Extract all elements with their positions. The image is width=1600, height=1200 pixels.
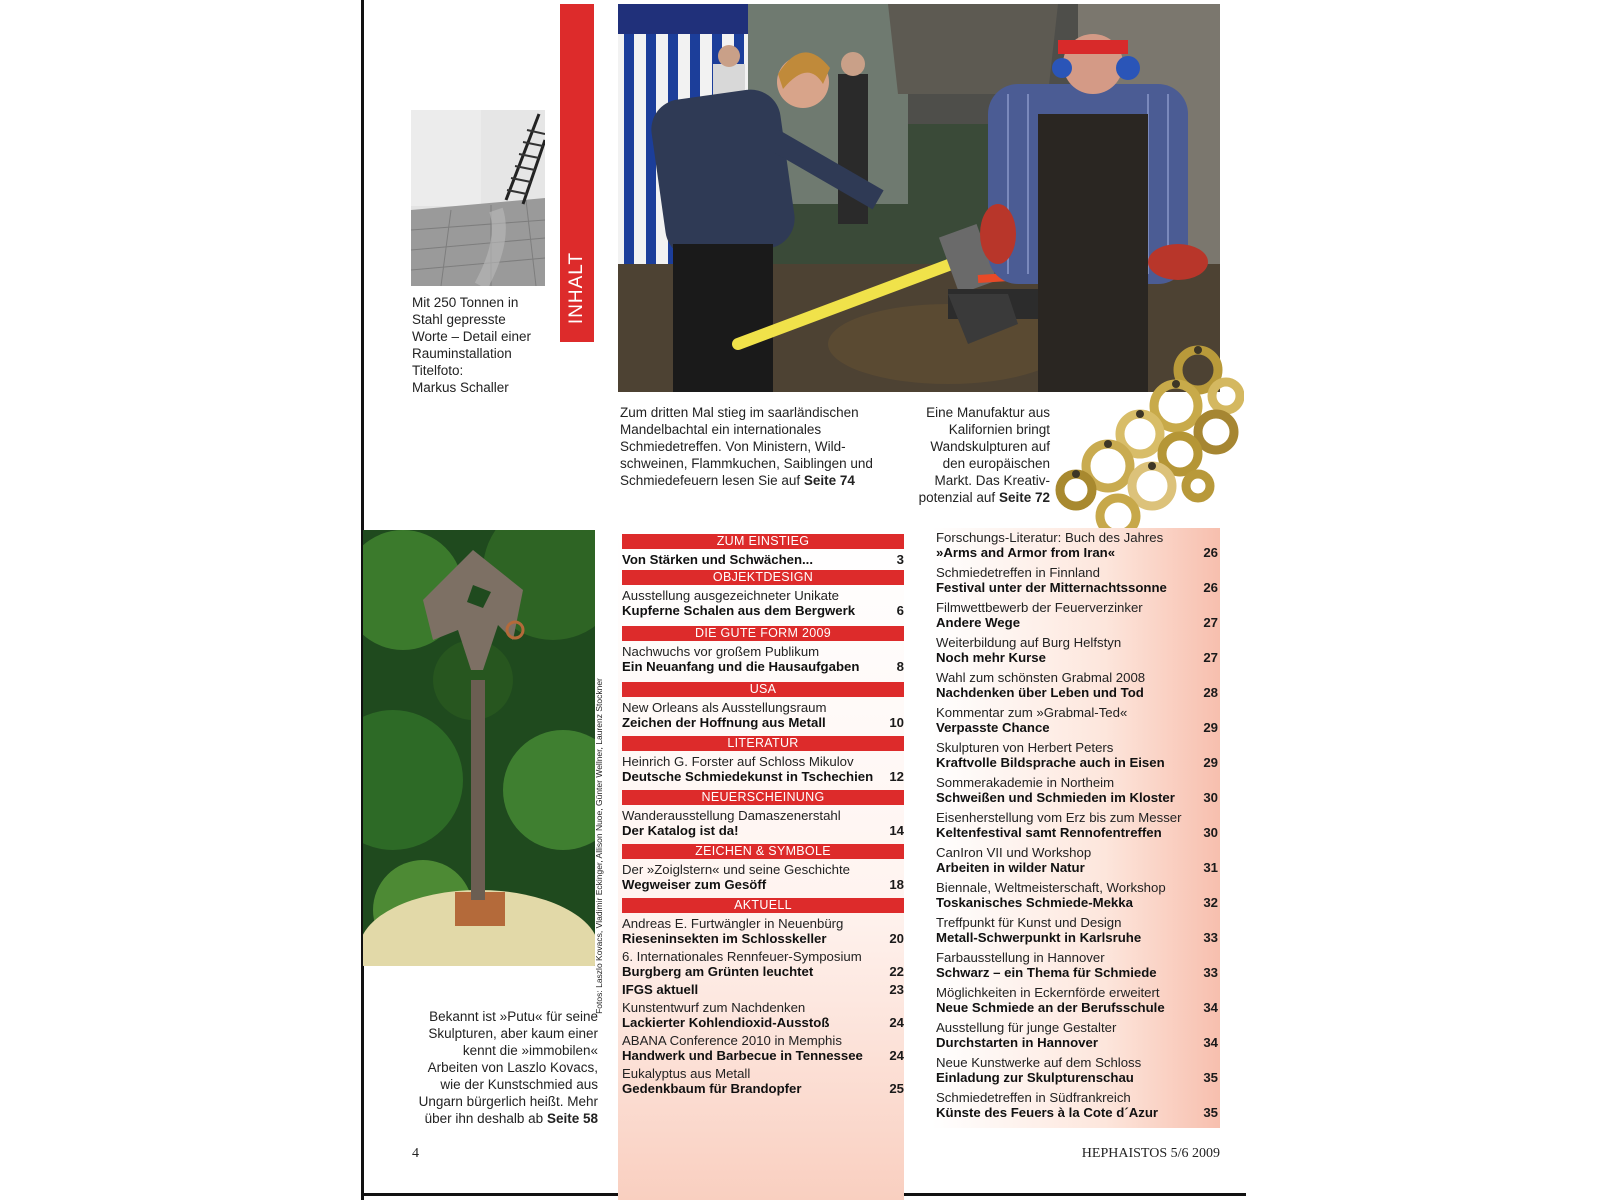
toc-entry-topic: Biennale, Weltmeisterschaft, Workshop	[936, 880, 1166, 895]
toc-entry[interactable]	[622, 1000, 904, 1030]
toc-entry[interactable]	[936, 915, 1218, 945]
toc-entry-topic: Ausstellung ausgezeichneter Unikate	[622, 588, 839, 603]
toc-entry-topic: Möglichkeiten in Eckernförde erweitert	[936, 985, 1160, 1000]
toc-entry[interactable]	[622, 982, 904, 997]
toc-entry[interactable]	[622, 644, 904, 674]
toc-entry[interactable]	[622, 1066, 904, 1096]
toc-entry[interactable]	[936, 1055, 1218, 1085]
toc-entry-page: 35	[1203, 1105, 1218, 1120]
toc-entry-topic: Weiterbildung auf Burg Helfstyn	[936, 635, 1122, 650]
toc-entry-title: Kupferne Schalen aus dem Bergwerk	[622, 603, 856, 618]
toc-entry[interactable]	[622, 808, 904, 838]
toc-entry[interactable]	[936, 1020, 1218, 1050]
toc-entry-title: Festival unter der Mitternachtssonne	[936, 580, 1167, 595]
toc-entry-topic: Wahl zum schönsten Grabmal 2008	[936, 670, 1146, 685]
toc-entry-title: Schwarz – ein Thema für Schmiede	[936, 965, 1157, 980]
toc-entry-page: 24	[889, 1048, 904, 1063]
toc-entry-topic: Schmiedetreffen in Finnland	[936, 565, 1100, 580]
toc-entry-page: 29	[1203, 755, 1218, 770]
toc-entry[interactable]	[622, 949, 904, 979]
toc-entry-page: 34	[1203, 1000, 1218, 1015]
toc-entry-topic: 6. Internationales Rennfeuer-Symposium	[622, 949, 862, 964]
toc-entry-page: 28	[1203, 685, 1218, 700]
toc-entry-title: Ein Neuanfang und die Hausaufgaben	[622, 659, 860, 674]
toc-entry-topic: Kunstentwurf zum Nachdenken	[622, 1000, 806, 1015]
toc-entry-title: Durchstarten in Hannover	[936, 1035, 1098, 1050]
toc-entry-topic: Skulpturen von Herbert Peters	[936, 740, 1114, 755]
toc-entry[interactable]	[622, 700, 904, 730]
toc-left-column	[622, 534, 904, 1099]
toc-section-heading: NEUERSCHEINUNG	[622, 790, 904, 805]
toc-entry-title: Handwerk und Barbecue in Tennessee	[622, 1048, 863, 1063]
toc-entry[interactable]	[936, 810, 1218, 840]
inhalt-label-bar	[560, 4, 594, 342]
toc-entry[interactable]	[936, 600, 1218, 630]
toc-entry[interactable]	[622, 552, 904, 567]
toc-entry-page: 32	[1203, 895, 1218, 910]
toc-entry-page: 8	[896, 659, 904, 674]
ring-sculpture-photo	[1048, 336, 1244, 542]
toc-entry[interactable]	[936, 740, 1218, 770]
toc-entry-title: Kraftvolle Bildsprache auch in Eisen	[936, 755, 1165, 770]
smiths-caption: Zum dritten Mal stieg im saarländischen Mandelbachtal ein internationales Schmiedetreffen. Von Ministern, Wild- schweinen, Flammkuchen, Saiblingen und Schmiedefeuern lesen Sie auf Seite 74	[620, 405, 873, 488]
toc-entry[interactable]	[936, 950, 1218, 980]
toc-entry-topic: CanIron VII und Workshop	[936, 845, 1092, 860]
toc-entry-topic: Wanderausstellung Damaszenerstahl	[622, 808, 841, 823]
toc-entry-page: 25	[889, 1081, 904, 1096]
putu-sculpture-photo	[363, 530, 595, 966]
toc-entry-page: 22	[889, 964, 904, 979]
toc-entry-title: Noch mehr Kurse	[936, 650, 1046, 665]
toc-entry-title: Arbeiten in wilder Natur	[936, 860, 1085, 875]
toc-entry-page: 18	[889, 877, 904, 892]
toc-entry-title: IFGS aktuell	[622, 982, 699, 997]
toc-entry[interactable]	[936, 705, 1218, 735]
toc-entry-page: 33	[1203, 965, 1218, 980]
toc-entry-page: 27	[1203, 650, 1218, 665]
toc-entry-page: 23	[889, 982, 904, 997]
toc-entry-title: Keltenfestival samt Rennofentreffen	[936, 825, 1162, 840]
toc-entry[interactable]	[936, 880, 1218, 910]
toc-entry[interactable]	[936, 985, 1218, 1015]
toc-section-heading: AKTUELL	[622, 898, 904, 913]
rings-page-ref: Seite 72	[998, 490, 1050, 505]
toc-entry[interactable]	[622, 754, 904, 784]
toc-entry-title: Lackierter Kohlendioxid-Ausstoß	[622, 1015, 830, 1030]
toc-entry-topic: Filmwettbewerb der Feuerverzinker	[936, 600, 1143, 615]
toc-entry-title: »Arms and Armor from Iran«	[936, 545, 1116, 560]
smiths-page-ref: Seite 74	[803, 473, 855, 488]
toc-entry-title: Nachdenken über Leben und Tod	[936, 685, 1144, 700]
toc-entry-topic: Sommerakademie in Northeim	[936, 775, 1115, 790]
toc-section-heading: ZEICHEN & SYMBOLE	[622, 844, 904, 859]
toc-entry-title: Verpasste Chance	[936, 720, 1050, 735]
toc-entry-topic: Heinrich G. Forster auf Schloss Mikulov	[622, 754, 854, 769]
toc-entry-page: 10	[889, 715, 904, 730]
toc-entry-topic: Andreas E. Furtwängler in Neuenbürg	[622, 916, 844, 931]
toc-entry[interactable]	[936, 635, 1218, 665]
page-number: 4	[412, 1146, 419, 1161]
toc-entry[interactable]	[622, 862, 904, 892]
toc-entry-topic: Ausstellung für junge Gestalter	[936, 1020, 1117, 1035]
toc-right-column	[936, 530, 1218, 1125]
toc-entry[interactable]	[936, 670, 1218, 700]
toc-entry-page: 30	[1203, 790, 1218, 805]
toc-entry-title: Der Katalog ist da!	[622, 823, 739, 838]
toc-entry-topic: ABANA Conference 2010 in Memphis	[622, 1033, 842, 1048]
issue-footer: HEPHAISTOS 5/6 2009	[1081, 1146, 1220, 1161]
cover-detail-photo	[411, 110, 545, 286]
putu-caption: Bekannt ist »Putu« für seine Skulpturen, aber kaum einer kennt die »immobilen« Arbeiten von Laszlo Kovacs, wie der Kunstschmied aus Ungarn bürgerlich heißt. Mehr über ihn deshalb ab Seite 58	[418, 1009, 598, 1126]
toc-entry-page: 6	[896, 603, 904, 618]
toc-entry-title: Schweißen und Schmieden im Kloster	[936, 790, 1175, 805]
toc-entry[interactable]	[936, 775, 1218, 805]
toc-entry-page: 24	[889, 1015, 904, 1030]
toc-entry-topic: Neue Kunstwerke auf dem Schloss	[936, 1055, 1142, 1070]
toc-entry-topic: Der »Zoiglstern« und seine Geschichte	[622, 862, 850, 877]
toc-entry-page: 3	[896, 552, 904, 567]
toc-entry-page: 26	[1203, 545, 1218, 560]
toc-section-heading: OBJEKTDESIGN	[622, 570, 904, 585]
toc-entry-title: Neue Schmiede an der Berufsschule	[936, 1000, 1165, 1015]
toc-section-heading: USA	[622, 682, 904, 697]
toc-entry[interactable]	[936, 845, 1218, 875]
toc-entry-page: 33	[1203, 930, 1218, 945]
toc-entry-topic: Kommentar zum »Grabmal-Ted«	[936, 705, 1128, 720]
toc-entry-title: Toskanisches Schmiede-Mekka	[936, 895, 1133, 910]
toc-entry-page: 35	[1203, 1070, 1218, 1085]
inhalt-label: INHALT	[566, 251, 587, 325]
toc-entry-topic: Forschungs-Literatur: Buch des Jahres	[936, 530, 1164, 545]
toc-entry-page: 12	[889, 769, 904, 784]
toc-entry-topic: New Orleans als Ausstellungsraum	[622, 700, 827, 715]
putu-page-ref: Seite 58	[546, 1111, 598, 1126]
toc-entry-page: 20	[889, 931, 904, 946]
toc-entry-topic: Nachwuchs vor großem Publikum	[622, 644, 820, 659]
toc-entry-title: Andere Wege	[936, 615, 1021, 630]
toc-entry-page: 29	[1203, 720, 1218, 735]
toc-entry-title: Deutsche Schmiedekunst in Tschechien	[622, 769, 874, 784]
toc-entry[interactable]	[936, 565, 1218, 595]
toc-entry-title: Metall-Schwerpunkt in Karlsruhe	[936, 930, 1142, 945]
toc-entry-page: 34	[1203, 1035, 1218, 1050]
toc-entry-page: 26	[1203, 580, 1218, 595]
toc-entry-title: Künste des Feuers à la Cote d´Azur	[936, 1105, 1159, 1120]
toc-section-heading: ZUM EINSTIEG	[622, 534, 904, 549]
toc-entry-title: Rieseninsekten im Schlosskeller	[622, 931, 827, 946]
toc-entry-topic: Schmiedetreffen in Südfrankreich	[936, 1090, 1131, 1105]
toc-section-heading: LITERATUR	[622, 736, 904, 751]
cover-caption: Mit 250 Tonnen in Stahl gepresste Worte – Detail einer Rauminstallation Titelfoto: Markus Schaller	[412, 295, 532, 395]
toc-entry-title: Wegweiser zum Gesöff	[622, 877, 767, 892]
toc-entry-page: 31	[1203, 860, 1218, 875]
toc-entry[interactable]	[936, 1090, 1218, 1120]
photo-credits: Fotos: Laszlo Kovacs, Vladimir Eckinger, Allison Nuoe, Günter Wellner, Laurenz Stockner	[594, 678, 604, 1014]
toc-entry[interactable]	[622, 588, 904, 618]
toc-entry[interactable]	[936, 530, 1218, 560]
toc-entry-page: 30	[1203, 825, 1218, 840]
toc-entry-topic: Treffpunkt für Kunst und Design	[936, 915, 1122, 930]
toc-entry-title: Burgberg am Grünten leuchtet	[622, 964, 814, 979]
toc-entry-page: 27	[1203, 615, 1218, 630]
rings-caption: Eine Manufaktur aus Kalifornien bringt Wandskulpturen auf den europäischen Markt. Das Kreativ- potenzial auf Seite 72	[918, 405, 1050, 505]
toc-entry-topic: Eisenherstellung vom Erz bis zum Messer	[936, 810, 1182, 825]
toc-entry-topic: Eukalyptus aus Metall	[622, 1066, 751, 1081]
toc-entry-title: Gedenkbaum für Brandopfer	[622, 1081, 802, 1096]
toc-section-heading: DIE GUTE FORM 2009	[622, 626, 904, 641]
blacksmiths-photo	[618, 4, 1220, 392]
toc-entry-page: 14	[889, 823, 904, 838]
toc-entry[interactable]	[622, 916, 904, 946]
toc-entry-title: Zeichen der Hoffnung aus Metall	[622, 715, 826, 730]
toc-entry[interactable]	[622, 1033, 904, 1063]
toc-entry-title: Von Stärken und Schwächen...	[622, 552, 814, 567]
toc-entry-topic: Farbausstellung in Hannover	[936, 950, 1105, 965]
toc-entry-title: Einladung zur Skulpturenschau	[936, 1070, 1134, 1085]
